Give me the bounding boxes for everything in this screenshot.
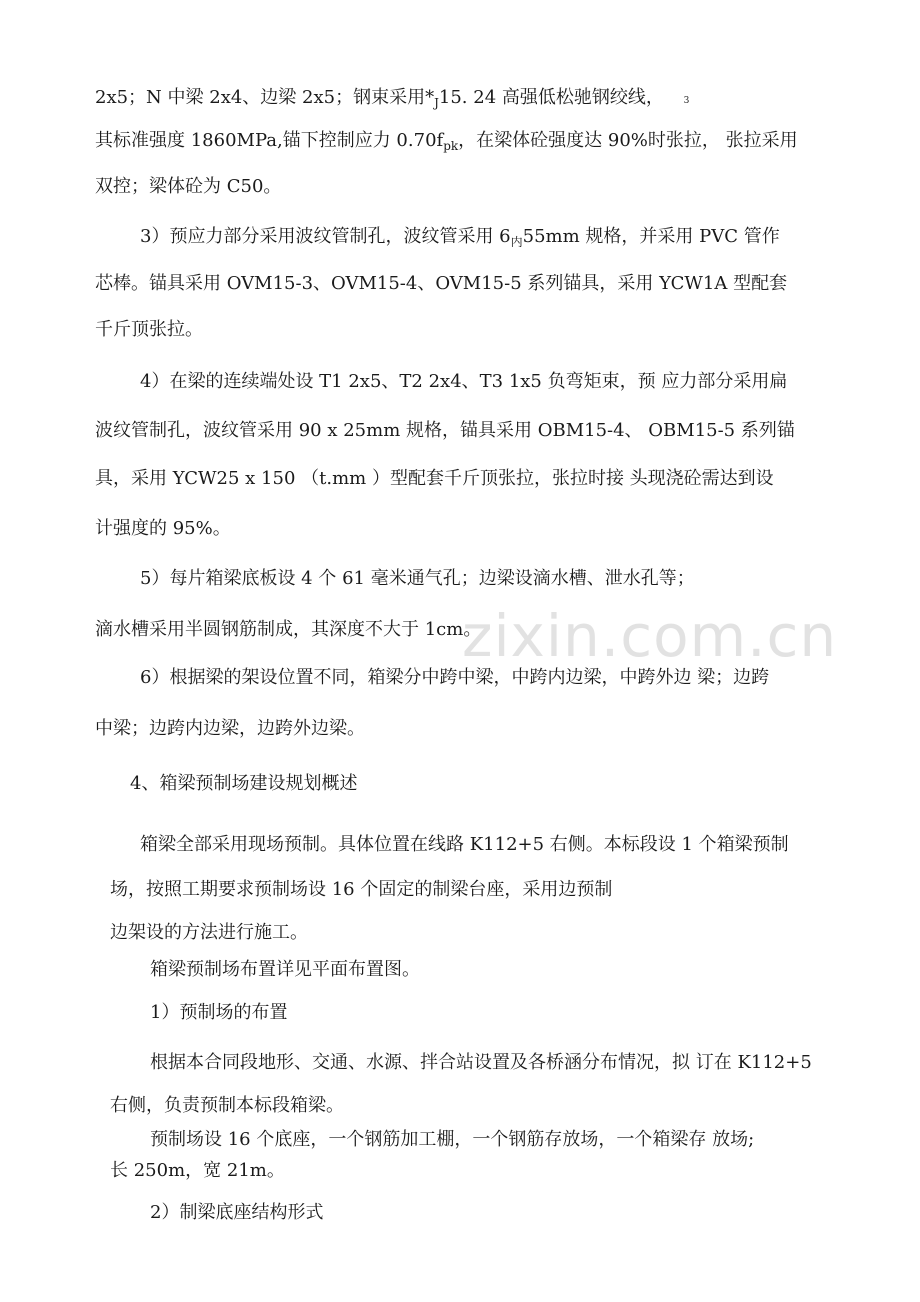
paragraph-line: 其标准强度 1860MPa,锚下控制应力 $0.70f_{pk}$，在梁体砼强度达 90%时张拉， 张拉采用 <box>95 130 798 153</box>
paragraph-line: 双控；梁体砼为 C50。 <box>95 176 282 197</box>
paragraph-line: 滴水槽采用半圆钢筋制成，其深度不大于 1cm。 <box>95 619 482 640</box>
watermark: zixin.com.cn <box>462 602 838 670</box>
paragraph-line: 2x5；N 中梁 2x4、边梁 2x5；钢束采用$*_J15$. 24 高强低松驰钢绞线， 3 <box>95 87 690 110</box>
paragraph-line: 计强度的 95%。 <box>95 518 231 539</box>
footnote-mark: 3 <box>683 96 690 106</box>
subsection-heading: 1）预制场的布置 <box>150 1002 288 1023</box>
paragraph-line: 芯棒。锚具采用 OVM15-3、OVM15-4、OVM15-5 系列锚具，采用 YCW1A 型配套 <box>95 273 788 294</box>
paragraph-line: 长 250m，宽 21m。 <box>110 1160 285 1181</box>
paragraph-line: 箱梁预制场布置详见平面布置图。 <box>150 959 420 980</box>
paragraph-line: 6）根据梁的架设位置不同，箱梁分中跨中梁，中跨内边梁，中跨外边 梁；边跨 <box>140 667 770 688</box>
paragraph-line: 预制场设 16 个底座，一个钢筋加工棚，一个钢筋存放场，一个箱梁存 放场; <box>150 1129 755 1150</box>
paragraph-line: 波纹管制孔，波纹管采用 90 x 25mm 规格，锚具采用 OBM15-4、 OBM15-5 系列锚 <box>95 420 795 441</box>
paragraph-line: 千斤顶张拉。 <box>95 319 203 340</box>
paragraph-line: 根据本合同段地形、交通、水源、拌合站设置及各桥涵分布情况，拟 订在 K112+5 <box>150 1052 812 1073</box>
paragraph-line: 具，采用 YCW25 x 150 （t.mm ）型配套千斤顶张拉，张拉时接 头现浇砼需达到设 <box>95 468 774 489</box>
section-heading: 4、箱梁预制场建设规划概述 <box>130 773 358 794</box>
paragraph-line: 4）在梁的连续端处设 T1 2x5、T2 2x4、T3 1x5 负弯矩束，预 应力部分采用扁 <box>140 371 788 392</box>
paragraph-line: 场，按照工期要求预制场设 16 个固定的制梁台座，采用边预制 <box>110 879 613 900</box>
paragraph-line: 5）每片箱梁底板设 4 个 61 毫米通气孔；边梁设滴水槽、泄水孔等； <box>140 568 695 589</box>
paragraph-line: 右侧，负责预制本标段箱梁。 <box>110 1095 344 1116</box>
paragraph-line: 3）预应力部分采用波纹管制孔，波纹管采用 $6_内55mm$ 规格，并采用 PVC 管作 <box>140 226 780 249</box>
paragraph-line: 箱梁全部采用现场预制。具体位置在线路 K112+5 右侧。本标段设 1 个箱梁预制 <box>140 834 789 855</box>
paragraph-line: 边架设的方法进行施工。 <box>110 922 308 943</box>
paragraph-line: 中梁；边跨内边梁，边跨外边梁。 <box>95 718 365 739</box>
subsection-heading: 2）制梁底座结构形式 <box>150 1202 324 1223</box>
